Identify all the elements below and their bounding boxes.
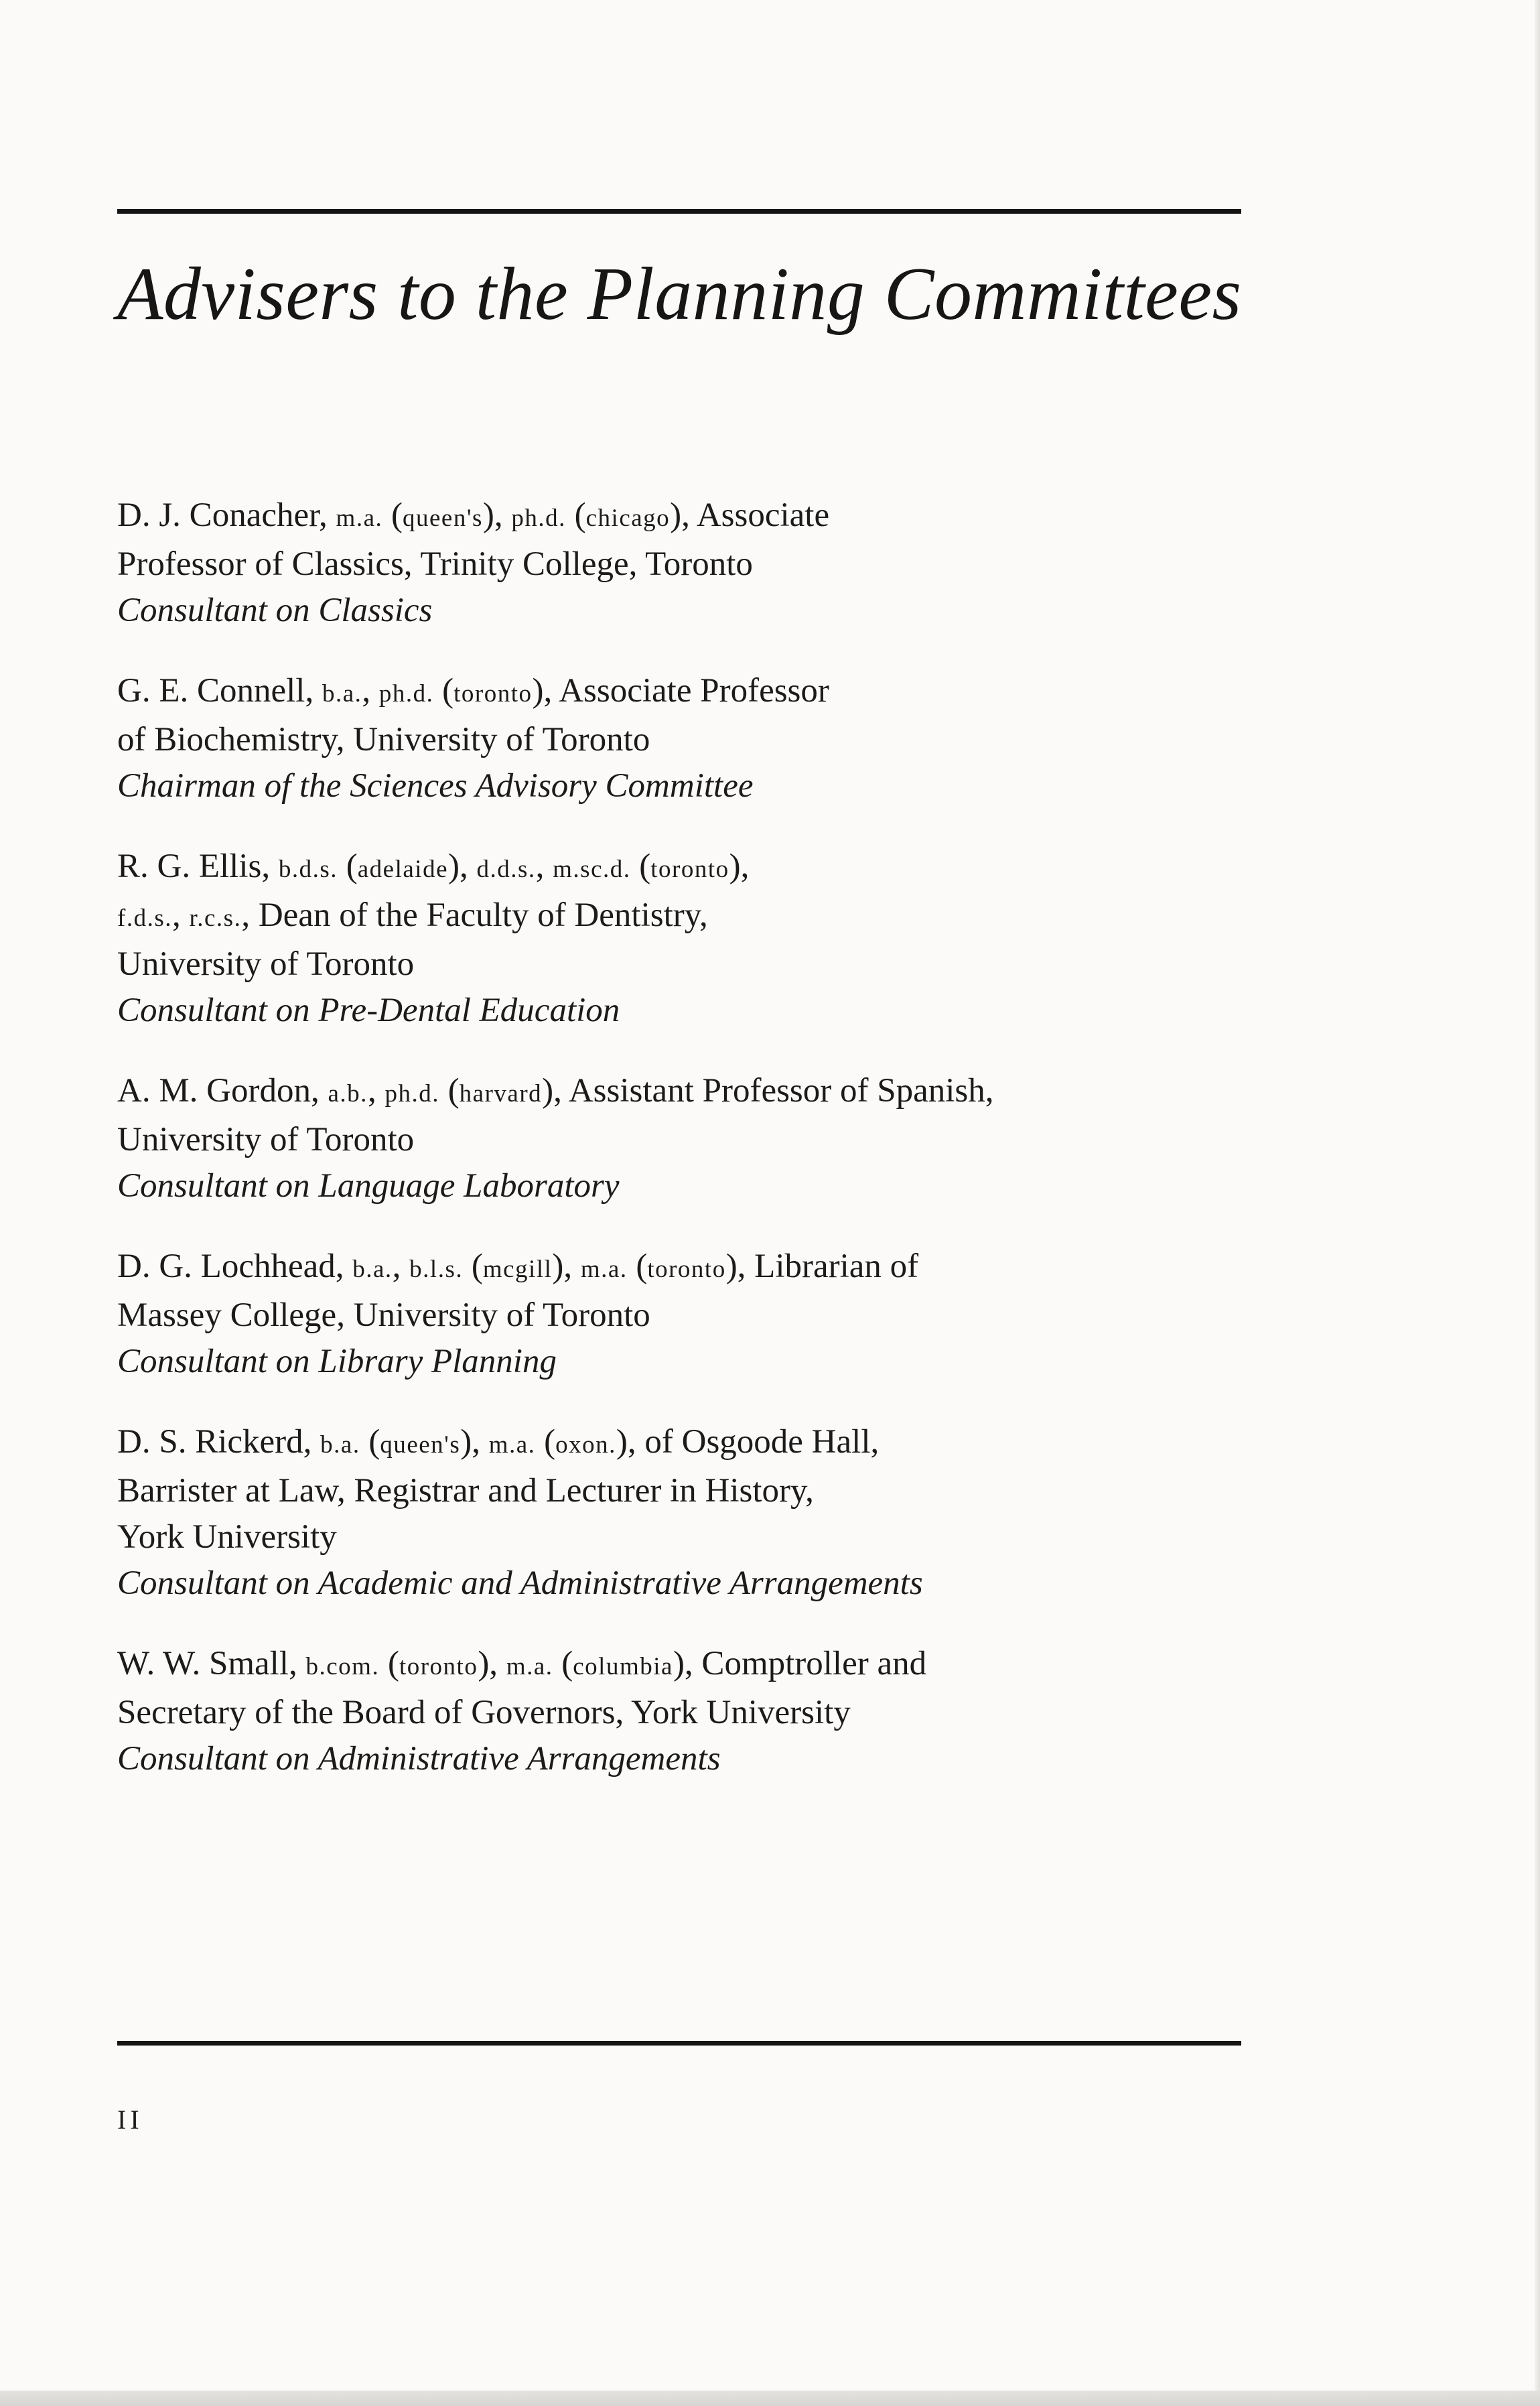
top-rule: [117, 209, 1241, 214]
degree-abbreviation: b.a.: [322, 680, 362, 708]
adviser-text: ), Comptroller and: [673, 1645, 927, 1682]
adviser-text: ,: [535, 848, 553, 885]
degree-abbreviation: columbia: [573, 1653, 673, 1680]
adviser-text: (: [338, 848, 358, 885]
degree-abbreviation: ph.d.: [384, 1080, 439, 1108]
adviser-role: Consultant on Academic and Administrative Arrangements: [117, 1564, 923, 1602]
degree-abbreviation: a.b.: [328, 1080, 368, 1108]
adviser-role: Consultant on Language Laboratory: [117, 1167, 620, 1205]
degree-abbreviation: toronto: [453, 680, 533, 708]
adviser-credentials-line: [117, 541, 1269, 588]
degree-abbreviation: oxon.: [555, 1431, 616, 1459]
adviser-credentials-line: [117, 1468, 1269, 1514]
degree-abbreviation: queen's: [380, 1431, 461, 1459]
adviser-text: ,: [392, 1248, 410, 1285]
degree-abbreviation: r.c.s.: [189, 905, 242, 932]
adviser-text: D. S. Rickerd,: [117, 1423, 321, 1461]
adviser-entry: [117, 668, 1269, 809]
adviser-text: Secretary of the Board of Governors, York University: [117, 1694, 851, 1731]
adviser-credentials-line: [117, 1690, 1269, 1736]
degree-abbreviation: toronto: [650, 856, 729, 883]
adviser-text: (: [630, 848, 651, 885]
adviser-text: A. M. Gordon,: [117, 1072, 328, 1110]
adviser-credentials-line: [117, 1419, 1269, 1468]
degree-abbreviation: toronto: [399, 1653, 478, 1680]
degree-abbreviation: b.com.: [305, 1653, 380, 1680]
adviser-text: (: [627, 1248, 648, 1285]
page-title: Advisers to the Planning Committees: [117, 253, 1242, 336]
adviser-text: D. G. Lochhead,: [117, 1248, 353, 1285]
adviser-entry: [117, 1244, 1269, 1385]
advisers-list: [117, 492, 1269, 1816]
adviser-text: , Dean of the Faculty of Dentistry,: [241, 896, 708, 934]
adviser-credentials-line: [117, 1068, 1269, 1117]
degree-abbreviation: b.a.: [320, 1431, 360, 1459]
adviser-text: ), Librarian of: [725, 1248, 919, 1285]
adviser-credentials-line: [117, 892, 1269, 941]
page-number: II: [117, 2104, 143, 2135]
adviser-credentials-line: [117, 1514, 1269, 1560]
adviser-text: ), Associate: [670, 496, 830, 534]
adviser-credentials-line: [117, 1641, 1269, 1690]
degree-abbreviation: m.a.: [488, 1431, 536, 1459]
bottom-rule: [117, 2041, 1241, 2046]
degree-abbreviation: d.d.s.: [476, 856, 536, 883]
degree-abbreviation: adelaide: [357, 856, 448, 883]
degree-abbreviation: chicago: [585, 505, 671, 532]
page-edge-right: [1535, 0, 1540, 2406]
adviser-text: (: [360, 1423, 380, 1461]
degree-abbreviation: queen's: [402, 505, 483, 532]
adviser-text: (: [379, 1645, 399, 1682]
adviser-credentials-line: [117, 941, 1269, 988]
degree-abbreviation: b.d.s.: [278, 856, 338, 883]
adviser-text: (: [463, 1248, 483, 1285]
adviser-entry: [117, 1068, 1269, 1209]
adviser-credentials-line: [117, 668, 1269, 717]
adviser-text: (: [535, 1423, 556, 1461]
degree-abbreviation: b.a.: [352, 1256, 393, 1283]
adviser-entry: [117, 1419, 1269, 1607]
adviser-text: ),: [729, 848, 750, 885]
adviser-role: Consultant on Administrative Arrangements: [117, 1740, 721, 1778]
adviser-text: Barrister at Law, Registrar and Lecturer in History,: [117, 1472, 814, 1510]
adviser-text: (: [553, 1645, 573, 1682]
adviser-credentials-line: [117, 717, 1269, 763]
adviser-text: ),: [552, 1248, 581, 1285]
adviser-text: Professor of Classics, Trinity College, Toronto: [117, 545, 753, 583]
adviser-credentials-line: [117, 844, 1269, 892]
adviser-text: ), Assistant Professor of Spanish,: [542, 1072, 994, 1110]
degree-abbreviation: ph.d.: [511, 505, 566, 532]
adviser-text: (: [433, 672, 454, 710]
adviser-text: ), Associate Professor: [532, 672, 829, 710]
adviser-entry: [117, 844, 1269, 1034]
adviser-text: (: [382, 496, 403, 534]
adviser-text: ),: [448, 848, 477, 885]
adviser-credentials-line: [117, 492, 1269, 541]
page-edge-bottom: [0, 2391, 1540, 2406]
adviser-role: Chairman of the Sciences Advisory Committee: [117, 767, 754, 805]
degree-abbreviation: m.a.: [506, 1653, 553, 1680]
adviser-text: (: [439, 1072, 460, 1110]
adviser-text: ,: [367, 1072, 385, 1110]
adviser-text: ),: [482, 496, 512, 534]
adviser-role: Consultant on Library Planning: [117, 1343, 557, 1380]
degree-abbreviation: f.d.s.: [117, 905, 172, 932]
adviser-text: ),: [478, 1645, 506, 1682]
degree-abbreviation: m.a.: [580, 1256, 628, 1283]
degree-abbreviation: m.a.: [336, 505, 383, 532]
adviser-entry: [117, 1641, 1269, 1782]
adviser-text: ,: [171, 896, 190, 934]
adviser-text: (: [565, 496, 586, 534]
degree-abbreviation: toronto: [647, 1256, 726, 1283]
degree-abbreviation: b.l.s.: [409, 1256, 464, 1283]
adviser-text: ,: [362, 672, 379, 710]
adviser-text: D. J. Conacher,: [117, 496, 336, 534]
adviser-text: of Biochemistry, University of Toronto: [117, 721, 650, 758]
degree-abbreviation: ph.d.: [378, 680, 434, 708]
adviser-text: York University: [117, 1518, 337, 1556]
adviser-credentials-line: [117, 1244, 1269, 1292]
adviser-text: University of Toronto: [117, 945, 415, 983]
adviser-role: Consultant on Pre-Dental Education: [117, 992, 620, 1029]
adviser-credentials-line: [117, 1117, 1269, 1163]
adviser-role: Consultant on Classics: [117, 592, 433, 629]
adviser-credentials-line: [117, 1292, 1269, 1339]
degree-abbreviation: harvard: [459, 1080, 543, 1108]
adviser-text: R. G. Ellis,: [117, 848, 279, 885]
degree-abbreviation: m.sc.d.: [553, 856, 631, 883]
adviser-text: ), of Osgoode Hall,: [616, 1423, 880, 1461]
adviser-text: G. E. Connell,: [117, 672, 322, 710]
adviser-text: W. W. Small,: [117, 1645, 306, 1682]
adviser-entry: [117, 492, 1269, 634]
degree-abbreviation: mcgill: [482, 1256, 553, 1283]
adviser-text: University of Toronto: [117, 1121, 415, 1158]
adviser-text: Massey College, University of Toronto: [117, 1296, 650, 1334]
adviser-text: ),: [460, 1423, 489, 1461]
